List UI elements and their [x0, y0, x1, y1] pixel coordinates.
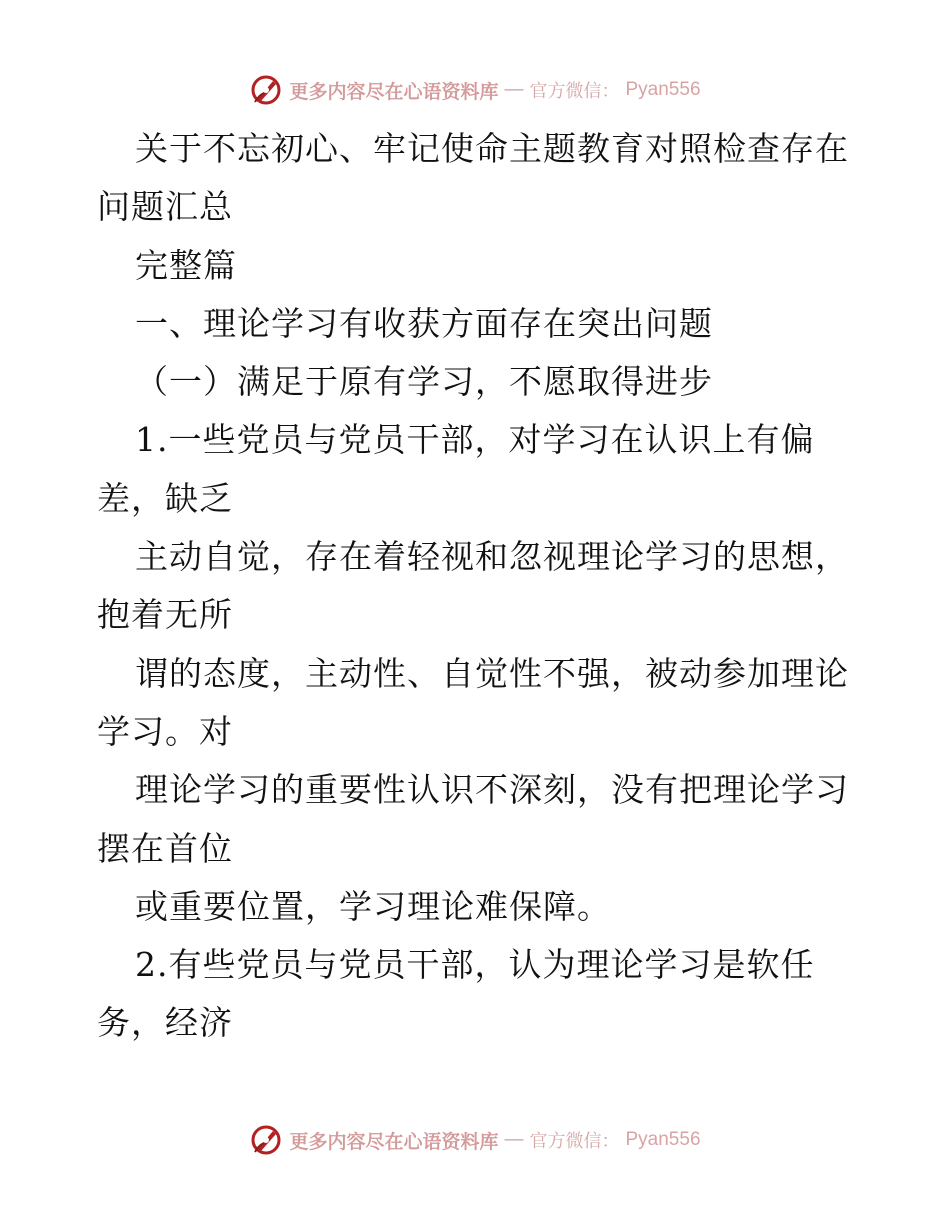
footer-wechat-label: 官方微信：: [529, 1131, 620, 1152]
document-body: [97, 120, 857, 1053]
doc-line: 或重要位置，学习理论难保障。: [135, 886, 611, 926]
header-wechat-label: 官方微信：: [529, 81, 620, 102]
footer-banner: [0, 1120, 950, 1160]
doc-line: 问题汇总: [97, 187, 233, 227]
doc-line: 一、理论学习有收获方面存在突出问题: [135, 303, 713, 343]
doc-line: 摆在首位: [97, 828, 233, 868]
doc-line: 完整篇: [135, 245, 237, 285]
doc-line: 务，经济: [97, 1003, 233, 1043]
doc-line: 关于不忘初心、牢记使命主题教育对照检查存在: [135, 129, 849, 168]
footer-wechat-id: Pyan556: [625, 1129, 701, 1150]
doc-line: 主动自觉，存在着轻视和忽视理论学习的思想，: [135, 537, 849, 577]
header-wechat-id: Pyan556: [625, 79, 701, 100]
header-banner-dash: —: [504, 79, 524, 100]
doc-line: 抱着无所: [97, 595, 233, 635]
header-banner: [0, 70, 950, 110]
header-banner-text: 更多内容尽在心语资料库: [289, 80, 499, 103]
doc-line: 理论学习的重要性认识不深刻，没有把理论学习: [135, 770, 849, 810]
quill-logo-icon: [249, 1123, 283, 1157]
doc-line: 差，缺乏: [97, 478, 233, 518]
doc-line: 1.一些党员与党员干部，对学习在认识上有偏: [135, 420, 815, 460]
doc-line: 学习。对: [97, 711, 233, 751]
doc-line: 谓的态度，主动性、自觉性不强，被动参加理论: [135, 653, 849, 693]
doc-line: （一）满足于原有学习，不愿取得进步: [135, 362, 713, 402]
quill-logo-icon: [249, 73, 283, 107]
footer-banner-dash: —: [504, 1129, 524, 1150]
footer-banner-text: 更多内容尽在心语资料库: [289, 1130, 499, 1153]
doc-line: 2.有些党员与党员干部，认为理论学习是软任: [135, 945, 815, 985]
